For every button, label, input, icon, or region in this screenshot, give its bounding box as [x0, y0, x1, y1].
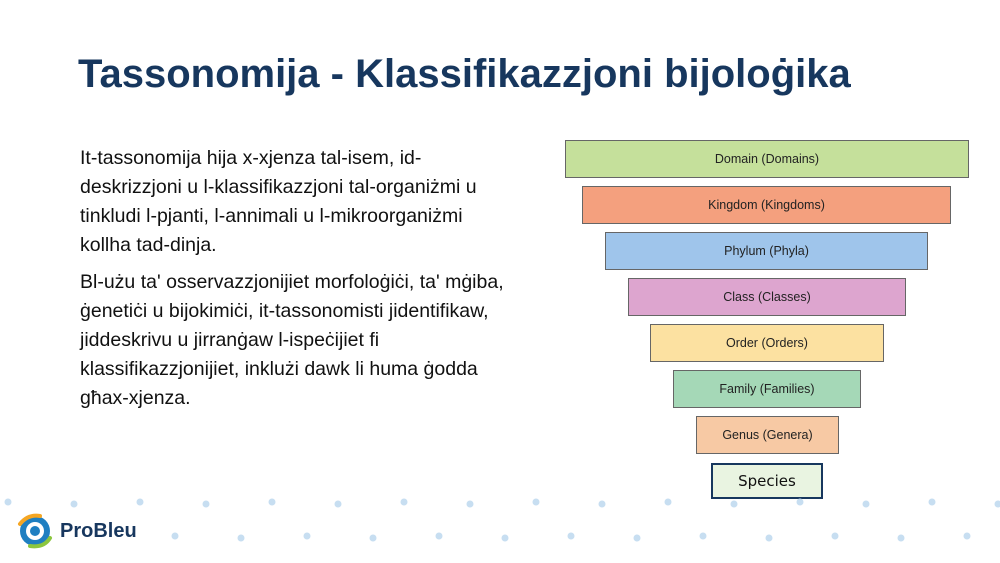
probleu-brand-name: ProBleu: [60, 519, 137, 542]
decorative-dot: [995, 501, 1000, 508]
decorative-dot: [731, 501, 738, 508]
tier-order: Order (Orders): [650, 324, 884, 362]
decorative-dot: [370, 535, 377, 542]
decorative-dot: [502, 535, 509, 542]
slide-title: Tassonomija - Klassifikazzjoni bijoloġika: [78, 52, 851, 96]
decorative-dot-pattern: [0, 490, 1000, 550]
decorative-dot: [172, 533, 179, 540]
decorative-dot: [797, 499, 804, 506]
decorative-dot: [898, 535, 905, 542]
decorative-dot: [203, 501, 210, 508]
decorative-dot: [766, 535, 773, 542]
decorative-dot: [634, 535, 641, 542]
decorative-dot: [832, 533, 839, 540]
decorative-dot: [238, 535, 245, 542]
decorative-dot: [964, 533, 971, 540]
decorative-dot: [269, 499, 276, 506]
decorative-dot: [863, 501, 870, 508]
body-text: [80, 144, 510, 421]
decorative-dot: [599, 501, 606, 508]
decorative-dot: [533, 499, 540, 506]
paragraph-taxonomy-methods: Bl-użu ta' osservazzjonijiet morfoloġiċi, ta' mġiba, ġenetiċi u bijokimiċi, it-tassonomisti jidentifikaw, jiddeskrivu u jirranġaw l-ispeċijiet fi klassifikazzjonijiet, inklużi dawk li huma ġodda għax-xjenza.: [80, 271, 504, 409]
decorative-dot: [5, 499, 12, 506]
dot-row-bottom: [172, 533, 971, 542]
decorative-dot: [436, 533, 443, 540]
tier-genus: Genus (Genera): [696, 416, 839, 454]
probleu-logo: [16, 512, 137, 550]
decorative-dot: [929, 499, 936, 506]
decorative-dot: [665, 499, 672, 506]
tier-family: Family (Families): [673, 370, 861, 408]
decorative-dot: [401, 499, 408, 506]
tier-class: Class (Classes): [628, 278, 906, 316]
decorative-dot: [568, 533, 575, 540]
decorative-dot: [137, 499, 144, 506]
decorative-dot: [71, 501, 78, 508]
decorative-dot: [304, 533, 311, 540]
tier-species: Species: [711, 463, 823, 499]
paragraph-taxonomy-definition: It-tassonomija hija x-xjenza tal-isem, id-deskrizzjoni u l-klassifikazzjoni tal-organiżmi u tinkludi l-pjanti, l-annimali u l-mikroorganiżmi kollha tad-dinja.: [80, 147, 477, 256]
decorative-dot: [700, 533, 707, 540]
decorative-dot: [467, 501, 474, 508]
dot-row-top: [5, 499, 1000, 508]
tier-phylum: Phylum (Phyla): [605, 232, 928, 270]
tier-domain: Domain (Domains): [565, 140, 969, 178]
decorative-dot: [335, 501, 342, 508]
tier-kingdom: Kingdom (Kingdoms): [582, 186, 951, 224]
probleu-logo-icon: [16, 512, 54, 550]
